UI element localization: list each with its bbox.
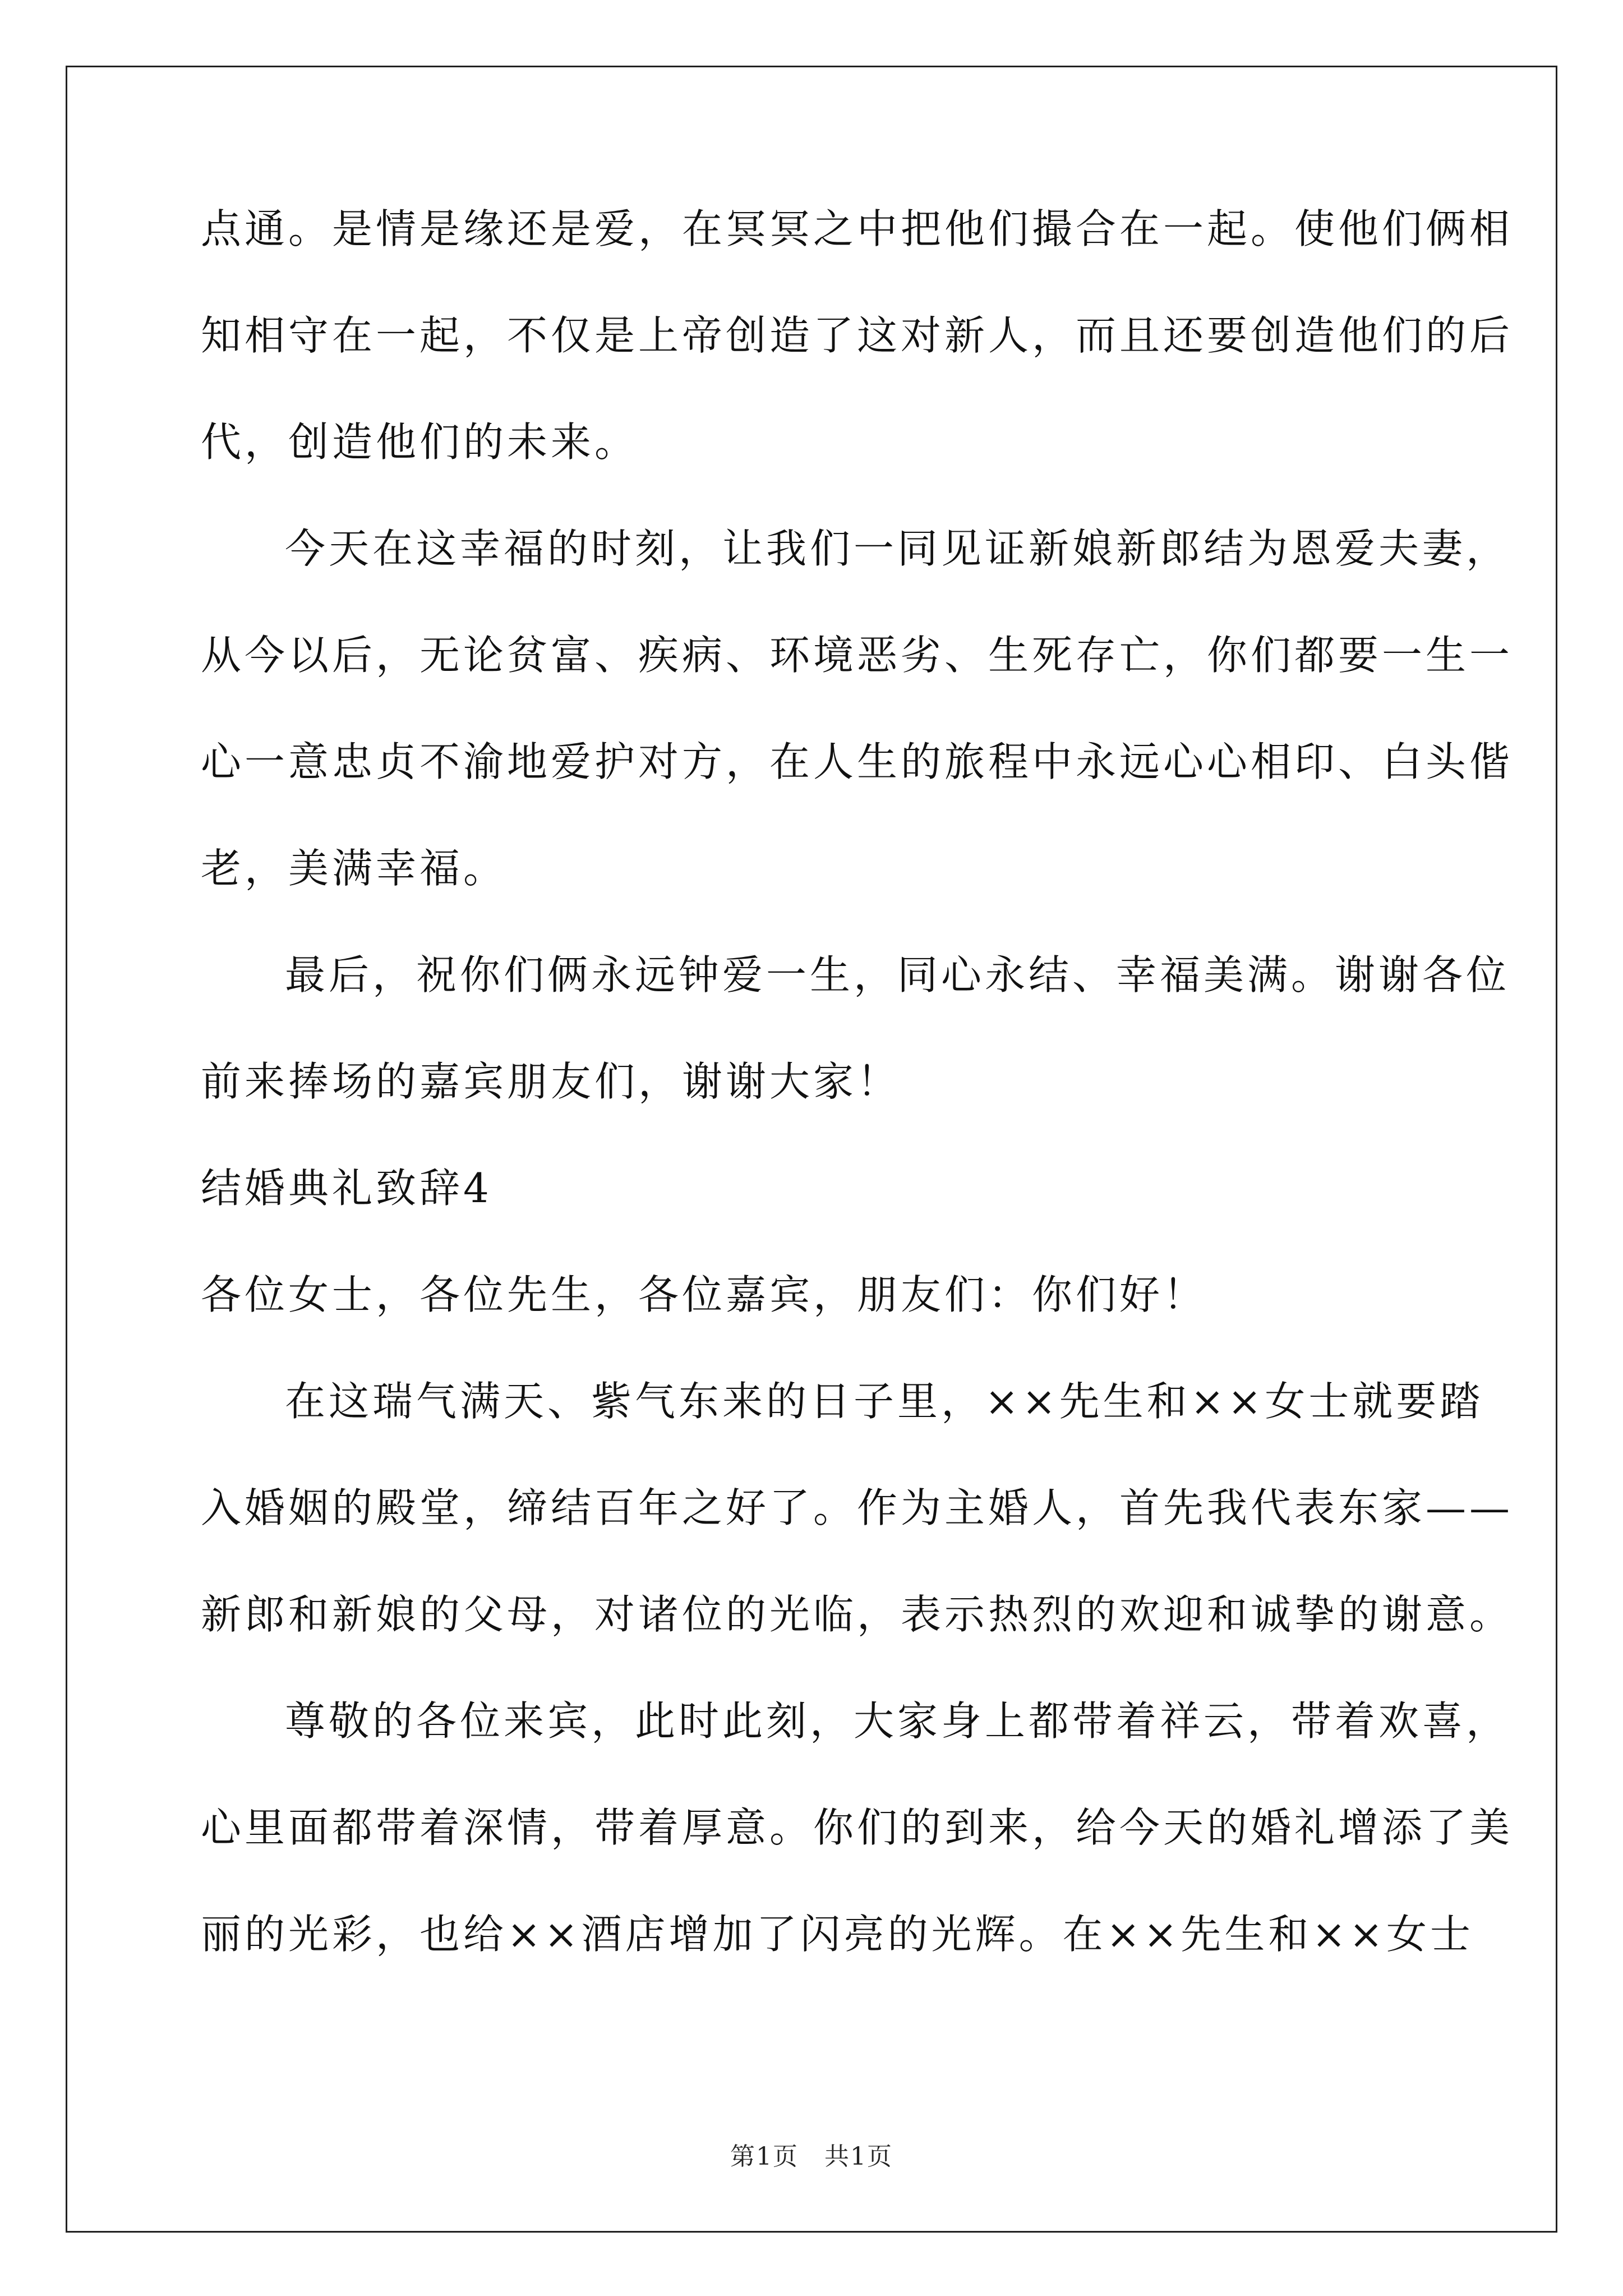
text-line: 心里面都带着深情，带着厚意。你们的到来，给今天的婚礼增添了美 bbox=[201, 1804, 1514, 1851]
text-line: 入婚姻的殿堂，缔结百年之好了。作为主婚人，首先我代表东家—— bbox=[201, 1484, 1514, 1531]
text-line: 尊敬的各位来宾，此时此刻，大家身上都带着祥云，带着欢喜， bbox=[285, 1697, 1510, 1745]
text-line: 各位女士，各位先生，各位嘉宾，朋友们：你们好！ bbox=[201, 1271, 1207, 1318]
page-number-footer: 第1页 共1页 bbox=[730, 2142, 893, 2171]
text-line: 新郎和新娘的父母，对诸位的光临，表示热烈的欢迎和诚挚的谢意。 bbox=[201, 1591, 1514, 1638]
text-line: 点通。是情是缘还是爱，在冥冥之中把他们撮合在一起。使他们俩相 bbox=[201, 205, 1514, 252]
text-line: 丽的光彩，也给××酒店增加了闪亮的光辉。在××先生和××女士 bbox=[201, 1911, 1474, 1958]
text-line: 代，创造他们的未来。 bbox=[201, 418, 639, 466]
text-line: 前来捧场的嘉宾朋友们，谢谢大家！ bbox=[201, 1058, 901, 1105]
text-line: 知相守在一起，不仅是上帝创造了这对新人，而且还要创造他们的后 bbox=[201, 312, 1514, 359]
text-line: 从今以后，无论贫富、疾病、环境恶劣、生死存亡，你们都要一生一 bbox=[201, 632, 1514, 679]
text-line: 最后，祝你们俩永远钟爱一生，同心永结、幸福美满。谢谢各位 bbox=[285, 951, 1510, 999]
section-heading: 结婚典礼致辞4 bbox=[201, 1165, 492, 1212]
text-line: 今天在这幸福的时刻，让我们一同见证新娘新郎结为恩爱夫妻， bbox=[285, 525, 1510, 572]
text-line: 老，美满幸福。 bbox=[201, 845, 508, 892]
text-line: 心一意忠贞不渝地爱护对方，在人生的旅程中永远心心相印、白头偕 bbox=[201, 738, 1514, 785]
text-line: 在这瑞气满天、紫气东来的日子里，××先生和××女士就要踏 bbox=[285, 1378, 1484, 1425]
